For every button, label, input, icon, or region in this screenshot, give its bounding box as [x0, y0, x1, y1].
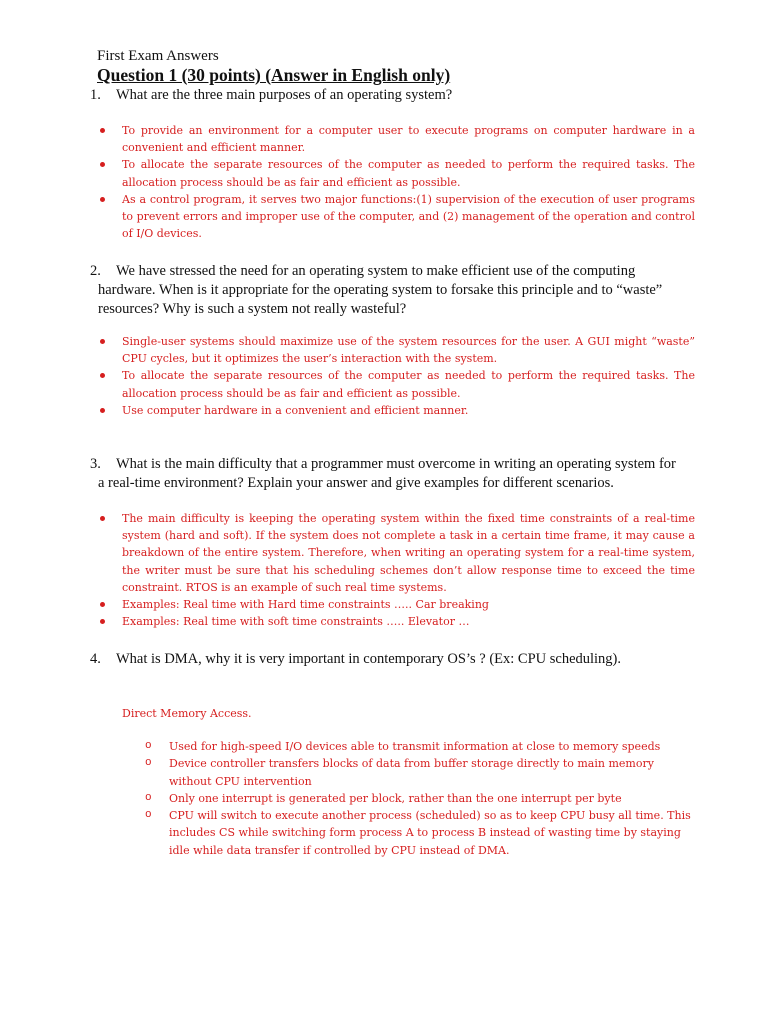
bullet-icon	[100, 619, 105, 624]
answer-item	[97, 367, 695, 401]
question-4	[90, 650, 695, 669]
answer-item	[97, 510, 695, 596]
bullet-icon	[100, 339, 105, 344]
bullet-icon	[100, 408, 105, 413]
question-number: 4.	[90, 651, 101, 667]
dma-item-text: Device controller transfers blocks of data from buffer storage directly to main memory without CPU intervention	[169, 757, 654, 788]
answer-text: Examples: Real time with Hard time constraints ….. Car breaking	[122, 598, 489, 612]
circle-bullet-icon: o	[145, 740, 152, 752]
dma-title: Direct Memory Access.	[122, 707, 252, 720]
bullet-icon	[100, 162, 105, 167]
dma-item	[145, 790, 697, 807]
dma-list	[145, 738, 697, 859]
bullet-icon	[100, 373, 105, 378]
dma-item-text: Used for high-speed I/O devices able to transmit information at close to memory speeds	[169, 740, 661, 753]
answer-text: The main difficulty is keeping the operating system within the fixed time constraints of a real-time system (hard and soft). If the system does not complete a task in a certain time frame, it may cause a breakdown of the entire system. Therefore, when writing an operating system for a real-time system, the writer must be sure that his scheduling schemes don’t allow response time to exceed the time constraint. RTOS is an example of such real time systems.	[122, 512, 695, 594]
document-title: First Exam Answers	[97, 48, 219, 64]
answer-text: Examples: Real time with soft time constraints ….. Elevator …	[122, 615, 470, 629]
question-text: What are the three main purposes of an operating system?	[116, 87, 453, 103]
dma-item-text: CPU will switch to execute another process (scheduled) so as to keep CPU busy all time. This includes CS while switching form process A to process B instead of wasting time by staying idle while data transfer if controlled by CPU instead of DMA.	[169, 809, 691, 857]
answer-text: To allocate the separate resources of the computer as needed to perform the required tasks. The allocation process should be as fair and efficient as possible.	[122, 369, 695, 400]
question-text-continued: a real-time environment? Explain your answer and give examples for different scenarios.	[98, 475, 614, 491]
circle-bullet-icon: o	[145, 809, 152, 822]
dma-item-text: Only one interrupt is generated per block, rather than the one interrupt per byte	[169, 791, 622, 805]
answer-text: As a control program, it serves two major functions:(1) supervision of the execution of user programs to prevent errors and improper use of the computer, and (2) management of the operation and control of I/O devices.	[122, 192, 695, 241]
dma-item	[145, 807, 697, 859]
question-number: 3.	[90, 456, 101, 472]
answer-list-2	[97, 333, 695, 419]
answer-item	[97, 596, 695, 613]
answer-list-3	[97, 510, 695, 630]
answer-item	[97, 191, 695, 243]
dma-item	[145, 738, 697, 755]
answer-text: To provide an environment for a computer user to execute programs on computer hardware in a convenient and efficient manner.	[122, 124, 695, 155]
question-text: What is the main difficulty that a programmer must overcome in writing an operating system for	[116, 456, 676, 472]
question-3	[90, 455, 695, 493]
question-2	[90, 262, 695, 319]
answer-item	[97, 402, 695, 419]
answer-item	[97, 333, 695, 367]
question-number: 1.	[90, 87, 101, 103]
question-text: We have stressed the need for an operating system to make efficient use of the computing	[116, 263, 636, 279]
bullet-icon	[100, 197, 105, 202]
answer-item	[97, 613, 695, 630]
answer-text: To allocate the separate resources of the computer as needed to perform the required tasks. The allocation process should be as fair and efficient as possible.	[122, 158, 695, 189]
answer-item	[97, 156, 695, 190]
bullet-icon	[100, 516, 105, 521]
bullet-icon	[100, 128, 105, 133]
bullet-icon	[100, 602, 105, 607]
question-heading: Question 1 (30 points) (Answer in English only)	[97, 65, 451, 85]
circle-bullet-icon: o	[145, 791, 152, 804]
question-text-continued: hardware. When is it appropriate for the operating system to forsake this principle and to “waste” resources? Why is such a system not really wasteful?	[98, 282, 663, 317]
answer-item	[97, 122, 695, 156]
dma-item	[145, 755, 697, 790]
circle-bullet-icon: o	[145, 757, 152, 770]
answer-text: Use computer hardware in a convenient and efficient manner.	[122, 403, 469, 417]
question-number: 2.	[90, 263, 101, 279]
answer-text: Single-user systems should maximize use of the system resources for the user. A GUI might “waste” CPU cycles, but it optimizes the user’s interaction with the system.	[122, 335, 695, 366]
answer-list-1	[97, 122, 695, 242]
question-1	[90, 86, 695, 105]
question-text: What is DMA, why it is very important in contemporary OS’s ? (Ex: CPU scheduling).	[116, 651, 622, 667]
